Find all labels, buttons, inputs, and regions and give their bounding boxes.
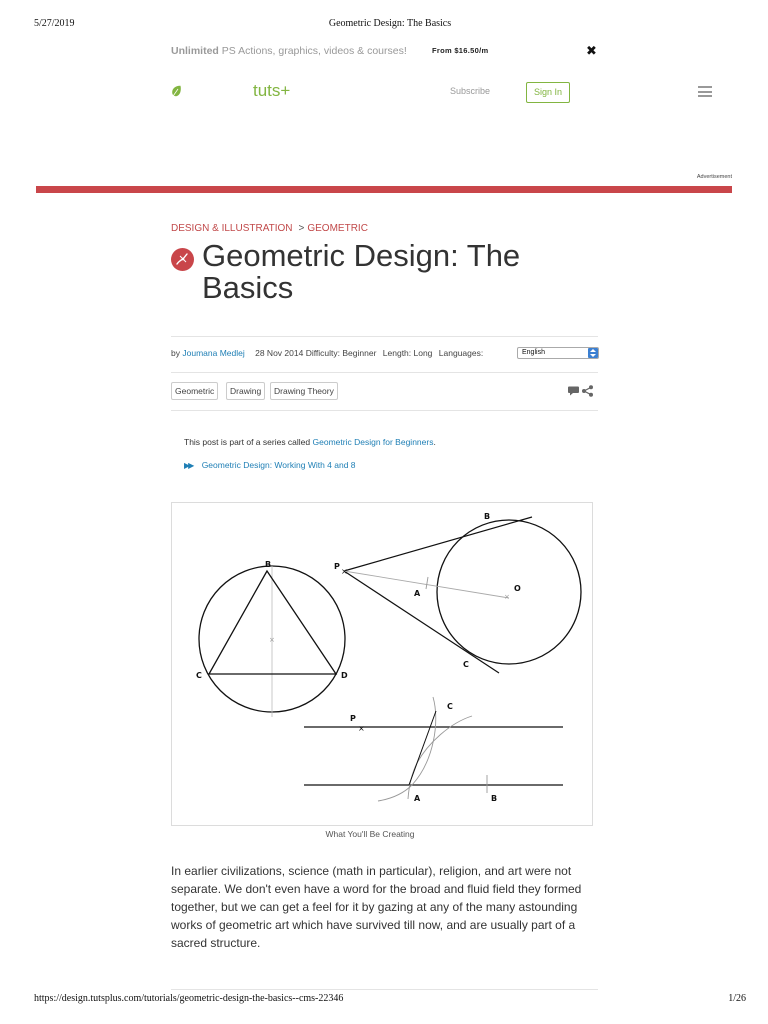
construction-arc-2 xyxy=(408,716,472,799)
divider xyxy=(171,372,598,373)
language-select[interactable] xyxy=(517,347,599,359)
label-tri-c: C xyxy=(196,671,202,680)
breadcrumb-category[interactable]: DESIGN & ILLUSTRATION xyxy=(171,223,293,234)
label-par-c: C xyxy=(447,702,453,711)
point-o-mark: × xyxy=(504,593,510,601)
tag-geometric[interactable]: Geometric xyxy=(171,382,218,400)
difficulty: Difficulty: Beginner xyxy=(305,348,377,358)
label-tan-p: P xyxy=(334,562,340,571)
promo-banner[interactable] xyxy=(171,45,601,59)
languages-label: Languages: xyxy=(438,348,484,358)
tangent-line-top xyxy=(344,517,532,571)
language-selected: English xyxy=(522,349,545,356)
print-footer xyxy=(34,993,746,1007)
series-intro-text: This post is part of a series called xyxy=(184,437,313,447)
label-tri-b: B xyxy=(265,560,272,569)
tag-drawing-theory[interactable]: Drawing Theory xyxy=(270,382,338,400)
advertisement-label: Advertisement xyxy=(696,174,732,180)
sign-in-button[interactable]: Sign In xyxy=(526,82,570,103)
divider xyxy=(171,989,598,990)
envato-leaf-icon[interactable] xyxy=(171,85,183,97)
print-title: Geometric Design: The Basics xyxy=(328,18,452,29)
promo-text: PS Actions, graphics, videos & courses! xyxy=(218,45,407,57)
breadcrumb xyxy=(171,223,368,234)
tuts-logo[interactable]: tuts+ xyxy=(253,81,291,100)
print-header xyxy=(34,18,746,32)
label-par-p: P xyxy=(350,714,356,723)
select-arrows-icon xyxy=(588,348,598,358)
series-link[interactable]: Geometric Design for Beginners xyxy=(312,437,434,447)
article-paragraph: In earlier civilizations, science (math in particular), religion, and art were not separate. We don't even have a word for the broad and fluid field they formed together, but we can get a feel for it by gazing at any of the many astounding works of geometric art which have survived till now, and are usually part of a sacred structure. xyxy=(171,864,582,950)
label-tan-c: C xyxy=(463,660,469,669)
menu-icon[interactable] xyxy=(698,86,712,97)
midpoint-tick xyxy=(426,577,428,589)
series-item[interactable] xyxy=(184,460,356,470)
promo-price[interactable]: From $16.50/m xyxy=(432,46,489,55)
tangent-line-bottom xyxy=(344,571,499,673)
label-tan-b: B xyxy=(484,512,491,521)
label-tan-a: A xyxy=(414,589,421,598)
breadcrumb-subcategory[interactable]: GEOMETRIC xyxy=(307,223,368,234)
subscribe-link[interactable]: Subscribe xyxy=(450,86,491,96)
breadcrumb-separator: > xyxy=(298,223,305,234)
print-url: https://design.tutsplus.com/tutorials/geometric-design-the-basics--cms-22346 xyxy=(34,993,344,1004)
length: Length: Long xyxy=(382,348,433,358)
point-p2-mark: × xyxy=(358,724,365,733)
label-tan-o: O xyxy=(514,584,521,593)
point-p-mark: × xyxy=(341,567,348,576)
divider xyxy=(171,336,598,337)
inscribed-triangle xyxy=(209,571,336,674)
article-meta xyxy=(171,348,598,362)
by-label: by xyxy=(171,348,180,358)
drawing-category-icon xyxy=(171,248,194,271)
print-date: 5/27/2019 xyxy=(34,18,75,29)
label-par-a: A xyxy=(414,794,421,803)
series-intro xyxy=(184,437,436,447)
center-mark: × xyxy=(269,636,275,644)
geometry-illustration xyxy=(172,503,594,827)
label-par-b: B xyxy=(491,794,498,803)
author-link[interactable]: Joumana Medlej xyxy=(182,348,245,358)
publish-date: 28 Nov 2014 xyxy=(255,348,304,358)
page-title: Geometric Design: The Basics xyxy=(202,238,521,305)
promo-strong: Unlimited xyxy=(171,45,219,57)
label-tri-d: D xyxy=(341,671,348,680)
category-bar xyxy=(36,186,732,193)
comment-share-icon[interactable] xyxy=(568,385,594,397)
figure-caption: What You'll Be Creating xyxy=(325,829,415,839)
series-item-title: Geometric Design: Working With 4 and 8 xyxy=(201,460,356,470)
tangent-circle xyxy=(437,520,581,664)
hero-figure xyxy=(171,502,593,826)
site-header xyxy=(171,80,601,106)
fast-forward-icon: ▶▶ xyxy=(184,461,193,470)
divider xyxy=(171,410,598,411)
close-icon[interactable]: ✖ xyxy=(586,43,597,58)
series-intro-end: . xyxy=(433,437,436,447)
tag-drawing[interactable]: Drawing xyxy=(226,382,265,400)
print-page-number: 1/26 xyxy=(728,993,746,1004)
